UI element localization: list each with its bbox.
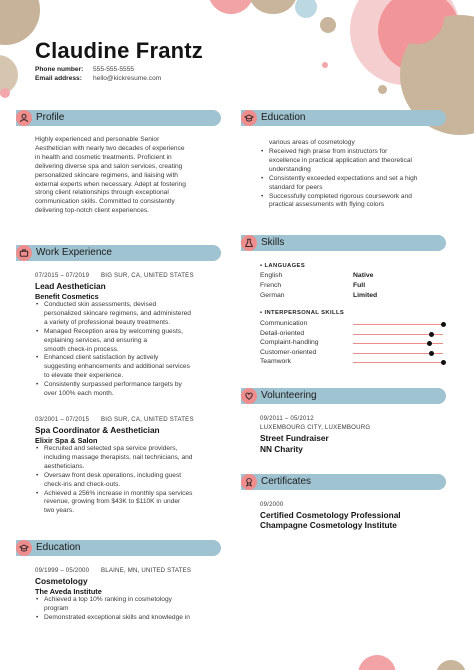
skill-name: Complaint-handling [260, 339, 319, 346]
skill-name: Communication [260, 320, 308, 327]
language-level: Limited [353, 292, 378, 299]
education-bullets [260, 148, 450, 210]
volunteering-role: Street Fundraiser [260, 433, 329, 443]
bullet-item [35, 381, 225, 399]
section-header-education-continued [241, 110, 446, 126]
email-label: Email address: [35, 75, 82, 82]
bullet-item [35, 445, 225, 472]
decor-circle [0, 88, 10, 98]
bullet-line: program [44, 604, 69, 612]
education-bullets [35, 596, 225, 623]
bullet-line: • Successfully completed rigorous coursework and [269, 192, 412, 200]
job-company: Elixir Spa & Salon [35, 436, 98, 445]
profile-line: external experts when necessary. Adept at fostering [35, 180, 186, 188]
job-dates: 03/2001 – 07/2015 [35, 416, 90, 423]
section-title: Work Experience [36, 247, 112, 258]
skill-level-track [353, 324, 443, 325]
bullet-line: • Conducted skin assessments, devised [44, 301, 157, 308]
briefcase-icon [16, 245, 32, 261]
bullet-line: explaining services, and ensuring a [44, 336, 147, 344]
education-location: BLAINE, MN, UNITED STATES [101, 567, 192, 574]
profile-line: in health and cosmetic treatments. Proficient in [35, 153, 172, 161]
section-title: Skills [261, 237, 285, 248]
bullet-item [260, 175, 450, 193]
languages-heading: • LANGUAGES [260, 263, 306, 269]
bullet-line: aestheticians. [44, 462, 85, 470]
decor-circle [378, 85, 387, 94]
bullet-line: over 100% each month. [44, 390, 114, 398]
phone-row [35, 66, 134, 73]
job-location: BIG SUR, CA, UNITED STATES [101, 272, 194, 279]
interpersonal-heading-text: INTERPERSONAL SKILLS [264, 310, 345, 316]
language-row [260, 292, 378, 299]
bullet-item [35, 596, 225, 614]
person-icon [16, 110, 32, 126]
certificate-name: Certified Cosmetology Professional [260, 510, 401, 520]
section-title: Certificates [261, 476, 312, 487]
section-header-volunteering [241, 388, 446, 404]
skill-name: Customer-oriented [260, 348, 317, 356]
job-meta [35, 416, 194, 423]
graduation-cap-icon [241, 110, 257, 126]
heart-icon [241, 388, 257, 404]
job-dates: 07/2015 – 07/2019 [35, 272, 90, 279]
skill-level-marker [441, 360, 446, 365]
language-name: French [260, 282, 282, 289]
language-level: Full [353, 282, 366, 289]
flask-icon [241, 235, 257, 251]
language-name: German [260, 292, 285, 299]
bullet-line: • Achieved a 256% increase in monthly spa services [44, 489, 193, 497]
bullet-line: • Consistently exceeded expectations and set a high [269, 174, 418, 182]
certificate-issuer: Champagne Cosmetology Institute [260, 520, 397, 530]
bullet-item [35, 354, 225, 381]
job-company: Benefit Cosmetics [35, 292, 99, 301]
language-name: English [260, 272, 283, 279]
languages-heading-text: LANGUAGES [264, 263, 306, 269]
profile-line: delivering top-notch client experiences. [35, 207, 149, 215]
job-title: Spa Coordinator & Aesthetician [35, 425, 160, 435]
language-level: Native [353, 272, 374, 279]
profile-line: Highly experienced and personable Senior [35, 136, 160, 143]
section-title: Profile [36, 112, 65, 123]
language-row [260, 272, 374, 279]
bullet-line: excellence in practical application and theoretical [269, 156, 412, 164]
education-continued-line: various areas of cosmetology [269, 139, 355, 146]
job-location: BIG SUR, CA, UNITED STATES [101, 416, 194, 423]
bullet-line: understanding [269, 165, 311, 173]
ribbon-icon [241, 474, 257, 490]
bullet-line: revenue, growing from $43K to $110K in under [44, 498, 181, 506]
bullet-line: suggesting enhancements and additional services [44, 363, 190, 371]
email-row [35, 75, 161, 82]
skill-level-marker [429, 332, 434, 337]
bullet-line: • Enhanced client satisfaction by actively [44, 354, 159, 362]
skill-name: Detail-oriented [260, 329, 305, 337]
section-header-skills [241, 235, 446, 251]
job-title: Lead Aesthetician [35, 281, 106, 291]
skill-level-marker [429, 351, 434, 356]
section-title: Education [36, 542, 81, 553]
phone-label: Phone number: [35, 66, 84, 73]
section-header-certificates [241, 474, 446, 490]
decor-circle [295, 0, 317, 18]
job-bullets [35, 301, 225, 399]
bullet-line: including massage therapists, nail technicians, and [44, 453, 193, 461]
interpersonal-heading: • INTERPERSONAL SKILLS [260, 310, 345, 316]
education-meta [35, 567, 191, 574]
job-bullets [35, 445, 225, 516]
education-degree: Cosmetology [35, 576, 88, 586]
decor-circle [248, 0, 298, 14]
bullet-item [260, 193, 450, 211]
decor-circle [208, 0, 254, 14]
email-value: hello@kickresume.com [93, 75, 162, 82]
language-row [260, 282, 366, 289]
skill-name: Teamwork [260, 358, 291, 365]
bullet-item [260, 148, 450, 175]
profile-line: communication skills. Committed to consistently [35, 198, 175, 206]
profile-summary [35, 136, 225, 216]
section-title: Volunteering [261, 390, 317, 401]
education-dates: 09/1999 – 05/2000 [35, 567, 90, 574]
bullet-line: check-ins and check-outs. [44, 480, 121, 488]
skill-level-track [353, 362, 443, 363]
bullet-line: standard for peers [269, 183, 323, 191]
decor-circle [358, 655, 396, 670]
certificate-date: 09/2000 [260, 501, 284, 508]
volunteering-dates: 09/2011 – 05/2012 [260, 415, 314, 422]
graduation-cap-icon [16, 540, 32, 556]
section-header-profile [16, 110, 221, 126]
bullet-item [35, 301, 225, 328]
phone-value: 555-555-5555 [93, 66, 135, 73]
profile-line: strong client relationships through exceptional [35, 189, 169, 197]
bullet-line: a variety of professional beauty treatments. [44, 318, 171, 326]
candidate-name: Claudine Frantz [35, 38, 204, 63]
skill-level-marker [441, 322, 446, 327]
volunteering-organization: NN Charity [260, 444, 303, 454]
bullet-line: • Consistently surpassed performance targets by [44, 381, 182, 389]
bullet-item [35, 328, 225, 355]
profile-line: delivering diverse spa and salon services, creating [35, 162, 183, 170]
bullet-item [35, 472, 225, 490]
bullet-line: • Oversaw front desk operations, including guest [44, 471, 182, 479]
bullet-line: smooth check-in process. [44, 345, 119, 353]
profile-line: personalized skincare regimens, and liaising with [35, 171, 178, 179]
bullet-line: practical assessments with flying colors [269, 201, 385, 209]
skill-level-marker [427, 341, 432, 346]
decor-circle [436, 660, 466, 670]
job-meta [35, 272, 194, 279]
bullet-line: • Achieved a top 10% ranking in cosmetology [44, 596, 172, 603]
education-school: The Aveda Institute [35, 587, 102, 596]
bullet-line: • Recruited and selected spa service providers, [44, 445, 178, 452]
bullet-item [35, 490, 225, 517]
decor-circle [320, 17, 336, 33]
decor-circle [322, 62, 328, 68]
section-header-work-experience [16, 245, 221, 261]
decor-circle [0, 0, 40, 45]
bullet-line: to elevate their experience. [44, 372, 124, 380]
section-title: Education [261, 112, 306, 123]
bullet-line: • Received high praise from instructors for [269, 148, 388, 155]
volunteering-location: LUXEMBOURG CITY, LUXEMBOURG [260, 424, 371, 431]
bullet-line: • Managed Reception area by welcoming guests, [44, 327, 183, 335]
bullet-line: • Demonstrated exceptional skills and knowledge in [44, 613, 190, 621]
bullet-line: personalized skincare regimens, and administered [44, 309, 191, 317]
profile-line: Aesthetician with nearly two decades of experience [35, 144, 185, 152]
bullet-item [35, 614, 225, 623]
bullet-line: two years. [44, 507, 75, 515]
section-header-education [16, 540, 221, 556]
